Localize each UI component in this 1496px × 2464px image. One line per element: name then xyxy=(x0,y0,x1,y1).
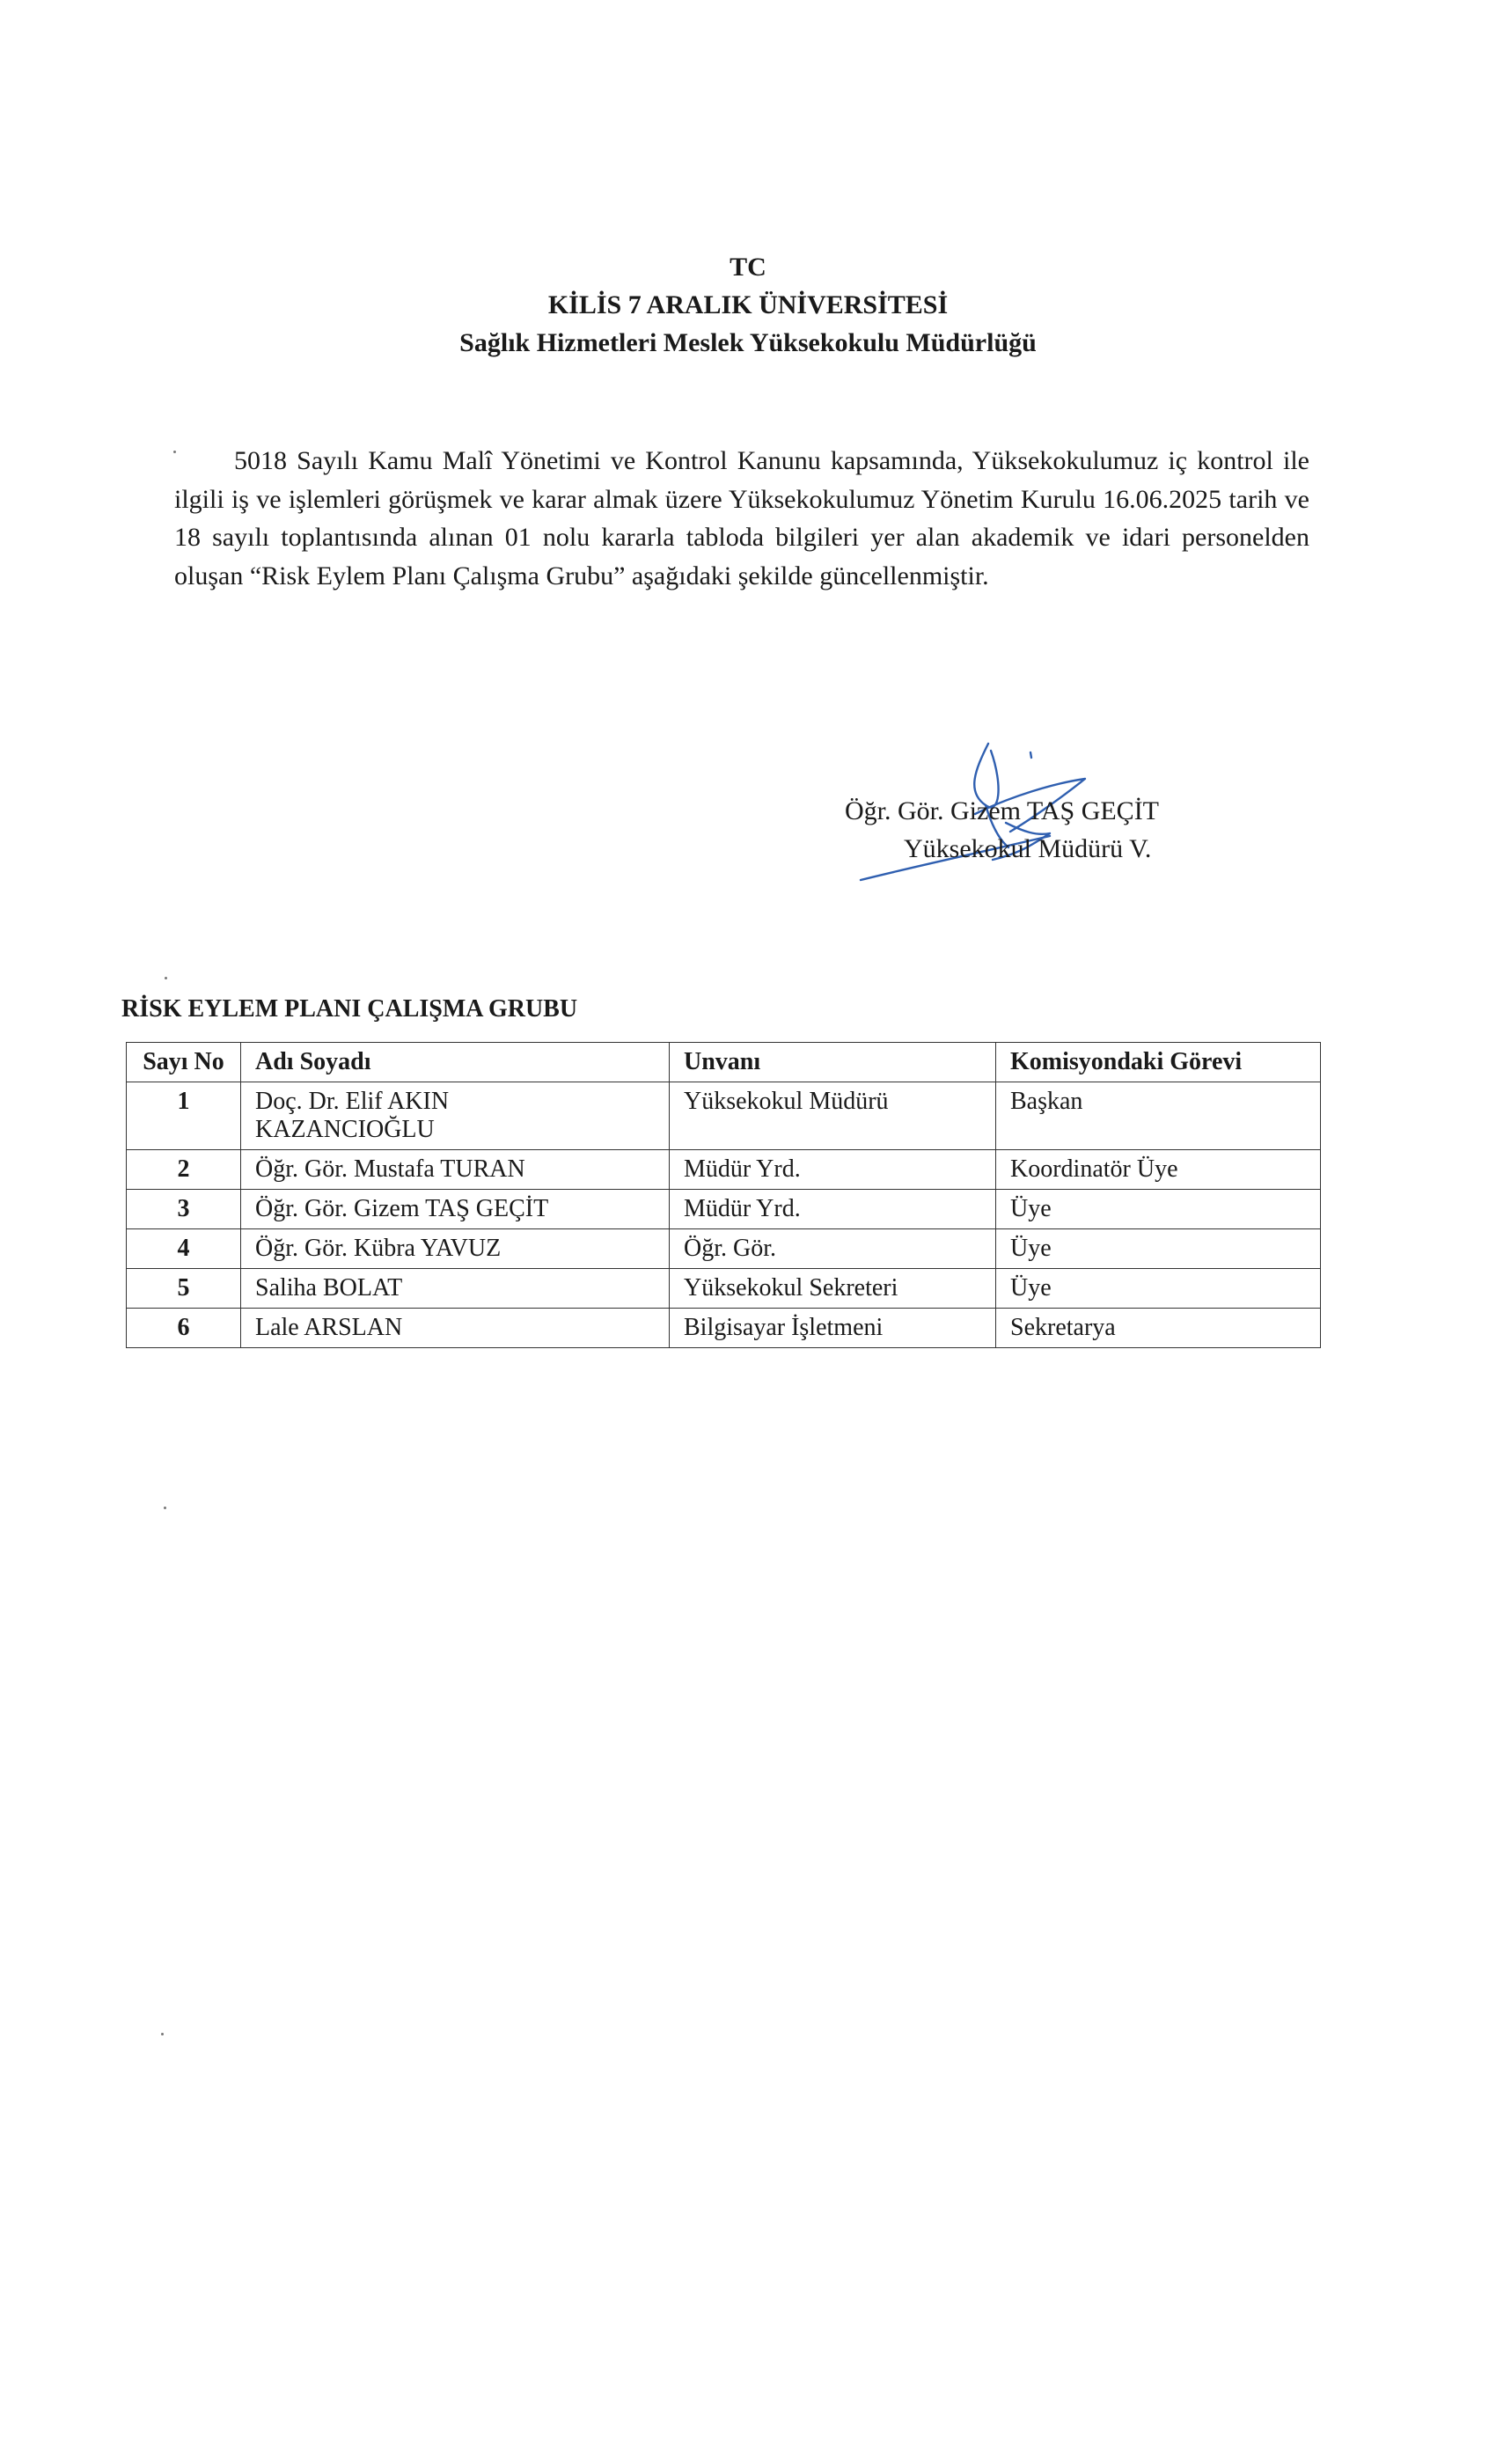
body-paragraph: 5018 Sayılı Kamu Malî Yönetimi ve Kontrol Kanunu kapsamında, Yüksekokulumuz iç kontrol ile ilgili iş ve işlemleri görüşmek ve karar almak üzere Yüksekokulumuz Yönetim Kurulu 16.06.2025 tarih ve 18 sayılı toplantısında alınan 01 nolu kararla tabloda bilgileri yer alan akademik ve idari personelden oluşan “Risk Eylem Planı Çalışma Grubu” aşağıdaki şekilde güncellenmiştir. xyxy=(174,446,1309,590)
cell-no: 4 xyxy=(127,1229,241,1269)
cell-role: Sekretarya xyxy=(996,1309,1321,1348)
header-no: Sayı No xyxy=(127,1043,241,1082)
signatory-name: Öğr. Gör. Gizem TAŞ GEÇİT xyxy=(845,796,1160,825)
cell-name-line2: KAZANCIOĞLU xyxy=(255,1116,435,1143)
cell-name xyxy=(241,1082,670,1150)
cell-role: Üye xyxy=(996,1269,1321,1309)
table-row xyxy=(127,1150,1321,1190)
cell-name: Öğr. Gör. Mustafa TURAN xyxy=(241,1150,670,1190)
section-title: RİSK EYLEM PLANI ÇALIŞMA GRUBU xyxy=(121,995,578,1023)
header-country: TC xyxy=(730,253,766,282)
cell-title: Yüksekokul Sekreteri xyxy=(670,1269,996,1309)
cell-title: Yüksekokul Müdürü xyxy=(670,1082,996,1150)
header-department: Sağlık Hizmetleri Meslek Yüksekokulu Müdürlüğü xyxy=(459,328,1037,357)
table-row xyxy=(127,1190,1321,1229)
cell-name: Öğr. Gör. Gizem TAŞ GEÇİT xyxy=(241,1190,670,1229)
scan-speck xyxy=(173,451,176,453)
scan-speck xyxy=(165,977,167,979)
cell-name-line1: Doç. Dr. Elif AKIN xyxy=(255,1088,450,1115)
header-role: Komisyondaki Görevi xyxy=(996,1043,1321,1082)
table-row xyxy=(127,1229,1321,1269)
cell-role: Koordinatör Üye xyxy=(996,1150,1321,1190)
cell-role: Başkan xyxy=(996,1082,1321,1150)
scan-speck xyxy=(161,2033,164,2035)
cell-title: Bilgisayar İşletmeni xyxy=(670,1309,996,1348)
cell-no: 1 xyxy=(127,1082,241,1150)
cell-name: Öğr. Gör. Kübra YAVUZ xyxy=(241,1229,670,1269)
members-table xyxy=(126,1042,1321,1348)
header-university: KİLİS 7 ARALIK ÜNİVERSİTESİ xyxy=(547,290,949,319)
table-row xyxy=(127,1082,1321,1150)
table-header-row xyxy=(127,1043,1321,1082)
signature-block xyxy=(845,792,1285,868)
cell-role: Üye xyxy=(996,1229,1321,1269)
cell-name: Lale ARSLAN xyxy=(241,1309,670,1348)
table-row xyxy=(127,1269,1321,1309)
cell-title: Müdür Yrd. xyxy=(670,1150,996,1190)
document-header xyxy=(0,248,1496,362)
header-title: Unvanı xyxy=(670,1043,996,1082)
cell-no: 2 xyxy=(127,1150,241,1190)
cell-no: 5 xyxy=(127,1269,241,1309)
header-name: Adı Soyadı xyxy=(241,1043,670,1082)
cell-name: Saliha BOLAT xyxy=(241,1269,670,1309)
cell-no: 6 xyxy=(127,1309,241,1348)
scan-speck xyxy=(164,1507,166,1509)
table-row xyxy=(127,1309,1321,1348)
cell-no: 3 xyxy=(127,1190,241,1229)
signatory-title: Yüksekokul Müdürü V. xyxy=(904,834,1152,863)
cell-title: Müdür Yrd. xyxy=(670,1190,996,1229)
cell-role: Üye xyxy=(996,1190,1321,1229)
cell-title: Öğr. Gör. xyxy=(670,1229,996,1269)
